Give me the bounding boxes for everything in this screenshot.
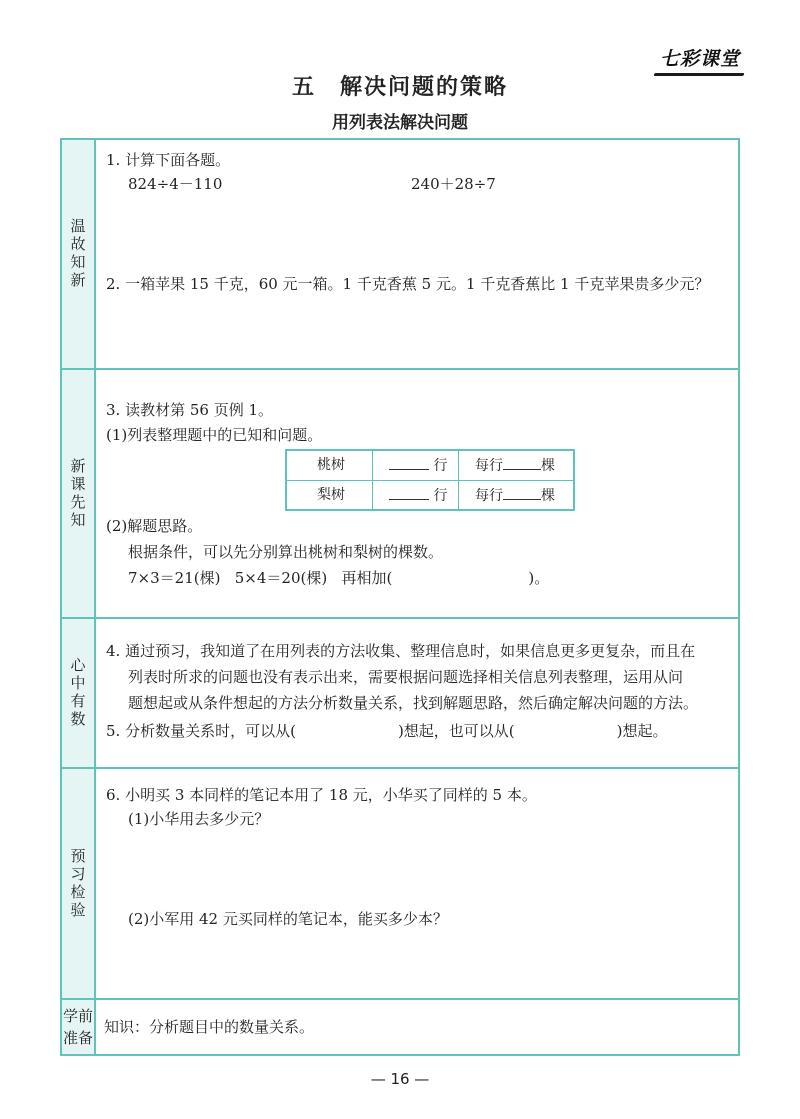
table-cell-rows: 行	[373, 451, 459, 480]
section-subtitle: 用列表法解决问题	[332, 113, 468, 133]
question-2: 2. 一箱苹果 15 千克，60 元一箱。1 千克香蕉 5 元。1 千克香蕉比 1 千克苹果贵多少元？	[106, 275, 710, 293]
side-label-new: 新课先知	[62, 370, 96, 617]
side-label-heart: 心中有数	[62, 619, 96, 767]
page-number: — 16 —	[370, 1070, 430, 1088]
question-3-part-2: (2)解题思路。	[106, 517, 203, 535]
brand-text: 七彩课堂	[659, 48, 740, 70]
per-row-blank[interactable]	[503, 451, 541, 470]
table-cell-per-row: 每行 棵	[459, 481, 573, 510]
question-6-part-1: (1)小华用去多少元？	[128, 810, 270, 828]
table-cell-per-row: 每行 棵	[459, 451, 573, 480]
info-table	[285, 449, 575, 511]
expression-1b: 240＋28÷7	[411, 175, 496, 193]
question-3-part-1: (1)列表整理题中的已知和问题。	[106, 426, 323, 444]
table-cell-rows: 行	[373, 481, 459, 510]
section-check	[106, 769, 730, 998]
question-4-line-2: 列表时所求的问题也没有表示出来，需要根据问题选择相关信息列表整理，运用从问	[128, 668, 684, 686]
question-3: 3. 读教材第 56 页例 1。	[106, 401, 274, 419]
calc-pear: 5×4＝20(棵)	[234, 569, 328, 587]
table-cell-name: 梨树	[287, 481, 373, 510]
calc-line	[128, 568, 549, 588]
table-row-peach	[287, 451, 573, 480]
calc-sum-suffix: )。	[528, 569, 550, 587]
side-label-prep: 学前 准备	[62, 1000, 96, 1054]
calc-peach: 7×3＝21(棵)	[128, 569, 221, 587]
section-review	[106, 140, 730, 368]
chapter-title: 五 解决问题的策略	[291, 75, 508, 100]
table-cell-name: 桃树	[287, 451, 373, 480]
expression-1a: 824÷4－110	[128, 175, 223, 193]
prep-text: 知识：分析题目中的数量关系。	[104, 1018, 315, 1036]
brand-logo	[660, 44, 740, 71]
per-row-blank[interactable]	[503, 481, 541, 500]
worksheet-frame	[60, 138, 740, 1056]
question-6: 6. 小明买 3 本同样的笔记本用了 18 元，小华买了同样的 5 本。	[106, 786, 537, 804]
side-label-check: 预习检验	[62, 769, 96, 998]
question-4-line-1: 4. 通过预习，我知道了在用列表的方法收集、整理信息时，如果信息更多更复杂，而且在	[106, 642, 696, 660]
solution-idea: 根据条件，可以先分别算出桃树和梨树的棵数。	[128, 543, 444, 561]
section-prep	[106, 1000, 730, 1054]
section-heart	[106, 619, 730, 767]
question-6-part-2: (2)小军用 42 元买同样的笔记本，能买多少本？	[128, 910, 448, 928]
rows-blank[interactable]	[389, 451, 429, 470]
question-4-line-3: 题想起或从条件想起的方法分析数量关系，找到解题思路，然后确定解决问题的方法。	[128, 694, 699, 712]
table-row-pear	[287, 480, 573, 510]
question-5: 5. 分析数量关系时，可以从( )想起，也可以从( )想起。	[106, 722, 668, 740]
question-1: 1. 计算下面各题。	[106, 151, 231, 169]
side-label-review: 温故知新	[62, 140, 96, 368]
calc-sum-prefix: 再相加(	[341, 569, 393, 587]
rows-blank[interactable]	[389, 481, 429, 500]
